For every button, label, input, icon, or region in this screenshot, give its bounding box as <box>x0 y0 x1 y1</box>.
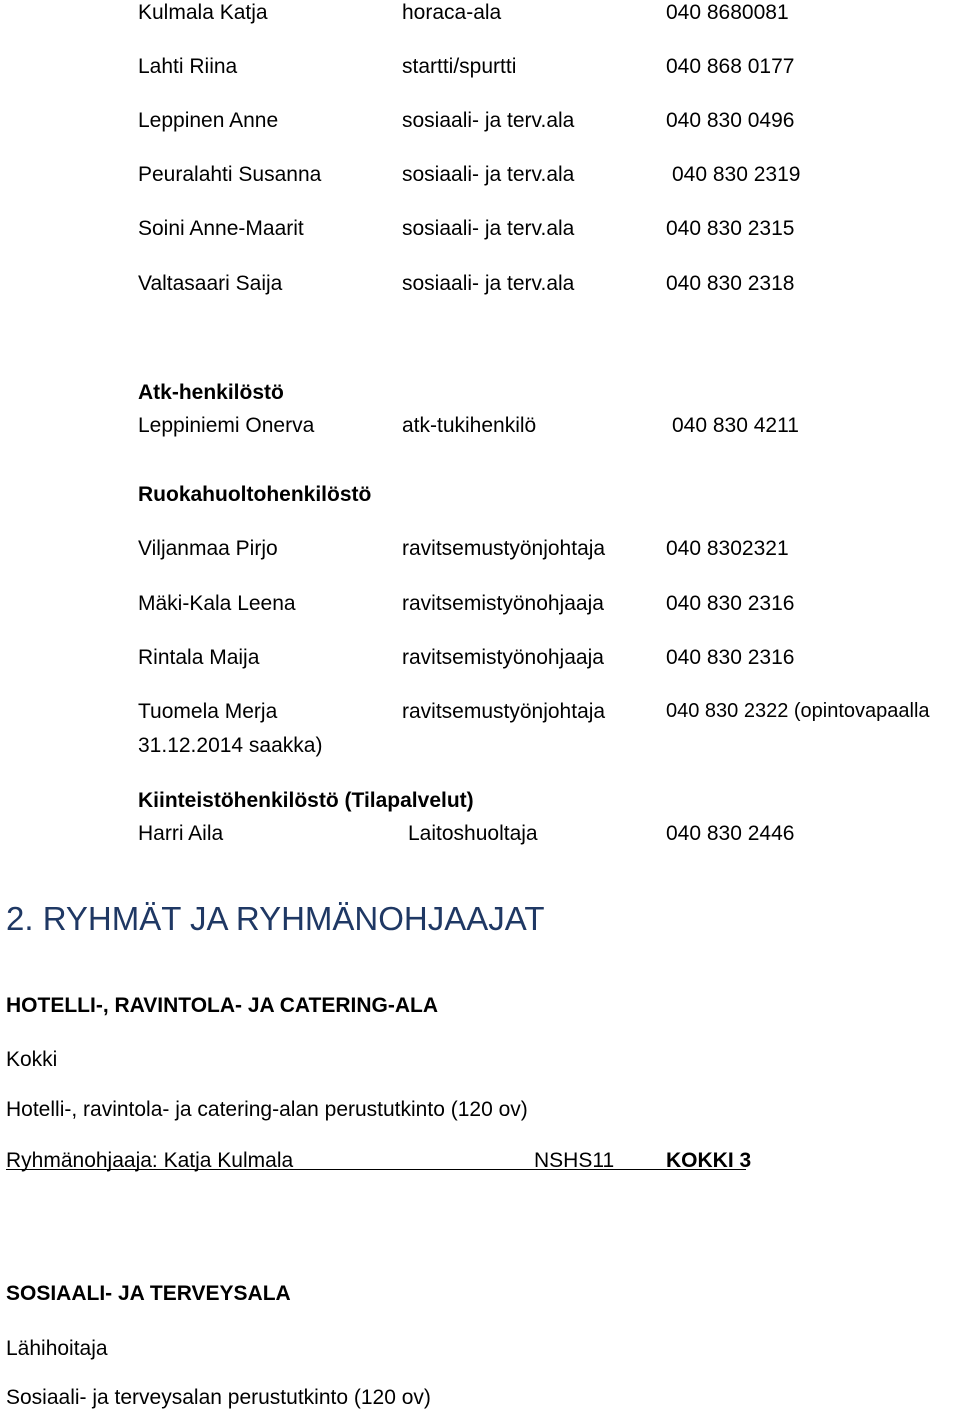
staff-role: sosiaali- ja terv.ala <box>402 109 575 132</box>
staff-role: startti/spurtti <box>402 55 517 78</box>
staff-phone: 040 868 0177 <box>666 55 795 78</box>
section-title: 2. RYHMÄT JA RYHMÄNOHJAAJAT <box>6 900 545 937</box>
staff-role: horaca-ala <box>402 1 502 24</box>
kiinteisto-role: Laitoshuoltaja <box>408 822 538 845</box>
kiinteisto-name: Harri Aila <box>138 822 224 845</box>
staff-role: sosiaali- ja terv.ala <box>402 217 575 240</box>
staff-name: Leppinen Anne <box>138 109 279 132</box>
staff-phone: 040 830 2315 <box>666 217 795 240</box>
staff-name: Soini Anne-Maarit <box>138 217 304 240</box>
kiinteisto-phone: 040 830 2446 <box>666 822 795 845</box>
staff-phone: 040 830 2318 <box>666 272 795 295</box>
ruoka-phone: 040 8302321 <box>666 537 789 560</box>
sote-heading: SOSIAALI- JA TERVEYSALA <box>6 1282 291 1305</box>
atk-name: Leppiniemi Onerva <box>138 414 315 437</box>
staff-role: sosiaali- ja terv.ala <box>402 272 575 295</box>
ruoka-phone: 040 830 2316 <box>666 592 795 615</box>
ruoka-name: Mäki-Kala Leena <box>138 592 296 615</box>
ruoka-role: ravitsemistyönohjaaja <box>402 646 604 669</box>
ruoka-role: ravitsemistyönohjaaja <box>402 592 604 615</box>
ruoka-name: Tuomela Merja <box>138 700 278 723</box>
horeca-degree: Hotelli-, ravintola- ja catering-alan perustutkinto (120 ov) <box>6 1098 528 1121</box>
atk-phone: 040 830 4211 <box>672 414 799 437</box>
staff-name: Valtasaari Saija <box>138 272 283 295</box>
horeca-heading: HOTELLI-, RAVINTOLA- JA CATERING-ALA <box>6 994 439 1017</box>
ruoka-name: Rintala Maija <box>138 646 260 669</box>
kiinteisto-heading: Kiinteistöhenkilöstö (Tilapalvelut) <box>138 789 474 812</box>
staff-name: Peuralahti Susanna <box>138 163 322 186</box>
staff-role: sosiaali- ja terv.ala <box>402 163 575 186</box>
ruoka-phone: 040 830 2316 <box>666 646 795 669</box>
sote-occupation: Lähihoitaja <box>6 1337 108 1360</box>
ruoka-name: Viljanmaa Pirjo <box>138 537 278 560</box>
staff-name: Lahti Riina <box>138 55 238 78</box>
staff-phone: 040 830 2319 <box>672 163 801 186</box>
group-instructor: Ryhmänohjaaja: Katja Kulmala <box>6 1149 294 1172</box>
atk-heading: Atk-henkilöstö <box>138 381 284 404</box>
staff-name: Kulmala Katja <box>138 1 268 24</box>
ruoka-continuation: 31.12.2014 saakka) <box>138 734 323 757</box>
sote-degree: Sosiaali- ja terveysalan perustutkinto (120 ov) <box>6 1386 431 1409</box>
staff-phone: 040 8680081 <box>666 1 789 24</box>
ruoka-phone: 040 830 2322 (opintovapaalla <box>666 700 930 722</box>
ruoka-role: ravitsemustyönjohtaja <box>402 700 606 723</box>
ruoka-role: ravitsemustyönjohtaja <box>402 537 606 560</box>
group-name: KOKKI 3 <box>666 1149 752 1172</box>
horeca-occupation: Kokki <box>6 1048 58 1071</box>
group-code: NSHS11 <box>534 1149 615 1172</box>
staff-phone: 040 830 0496 <box>666 109 795 132</box>
ruoka-heading: Ruokahuoltohenkilöstö <box>138 483 372 506</box>
atk-role: atk-tukihenkilö <box>402 414 537 437</box>
